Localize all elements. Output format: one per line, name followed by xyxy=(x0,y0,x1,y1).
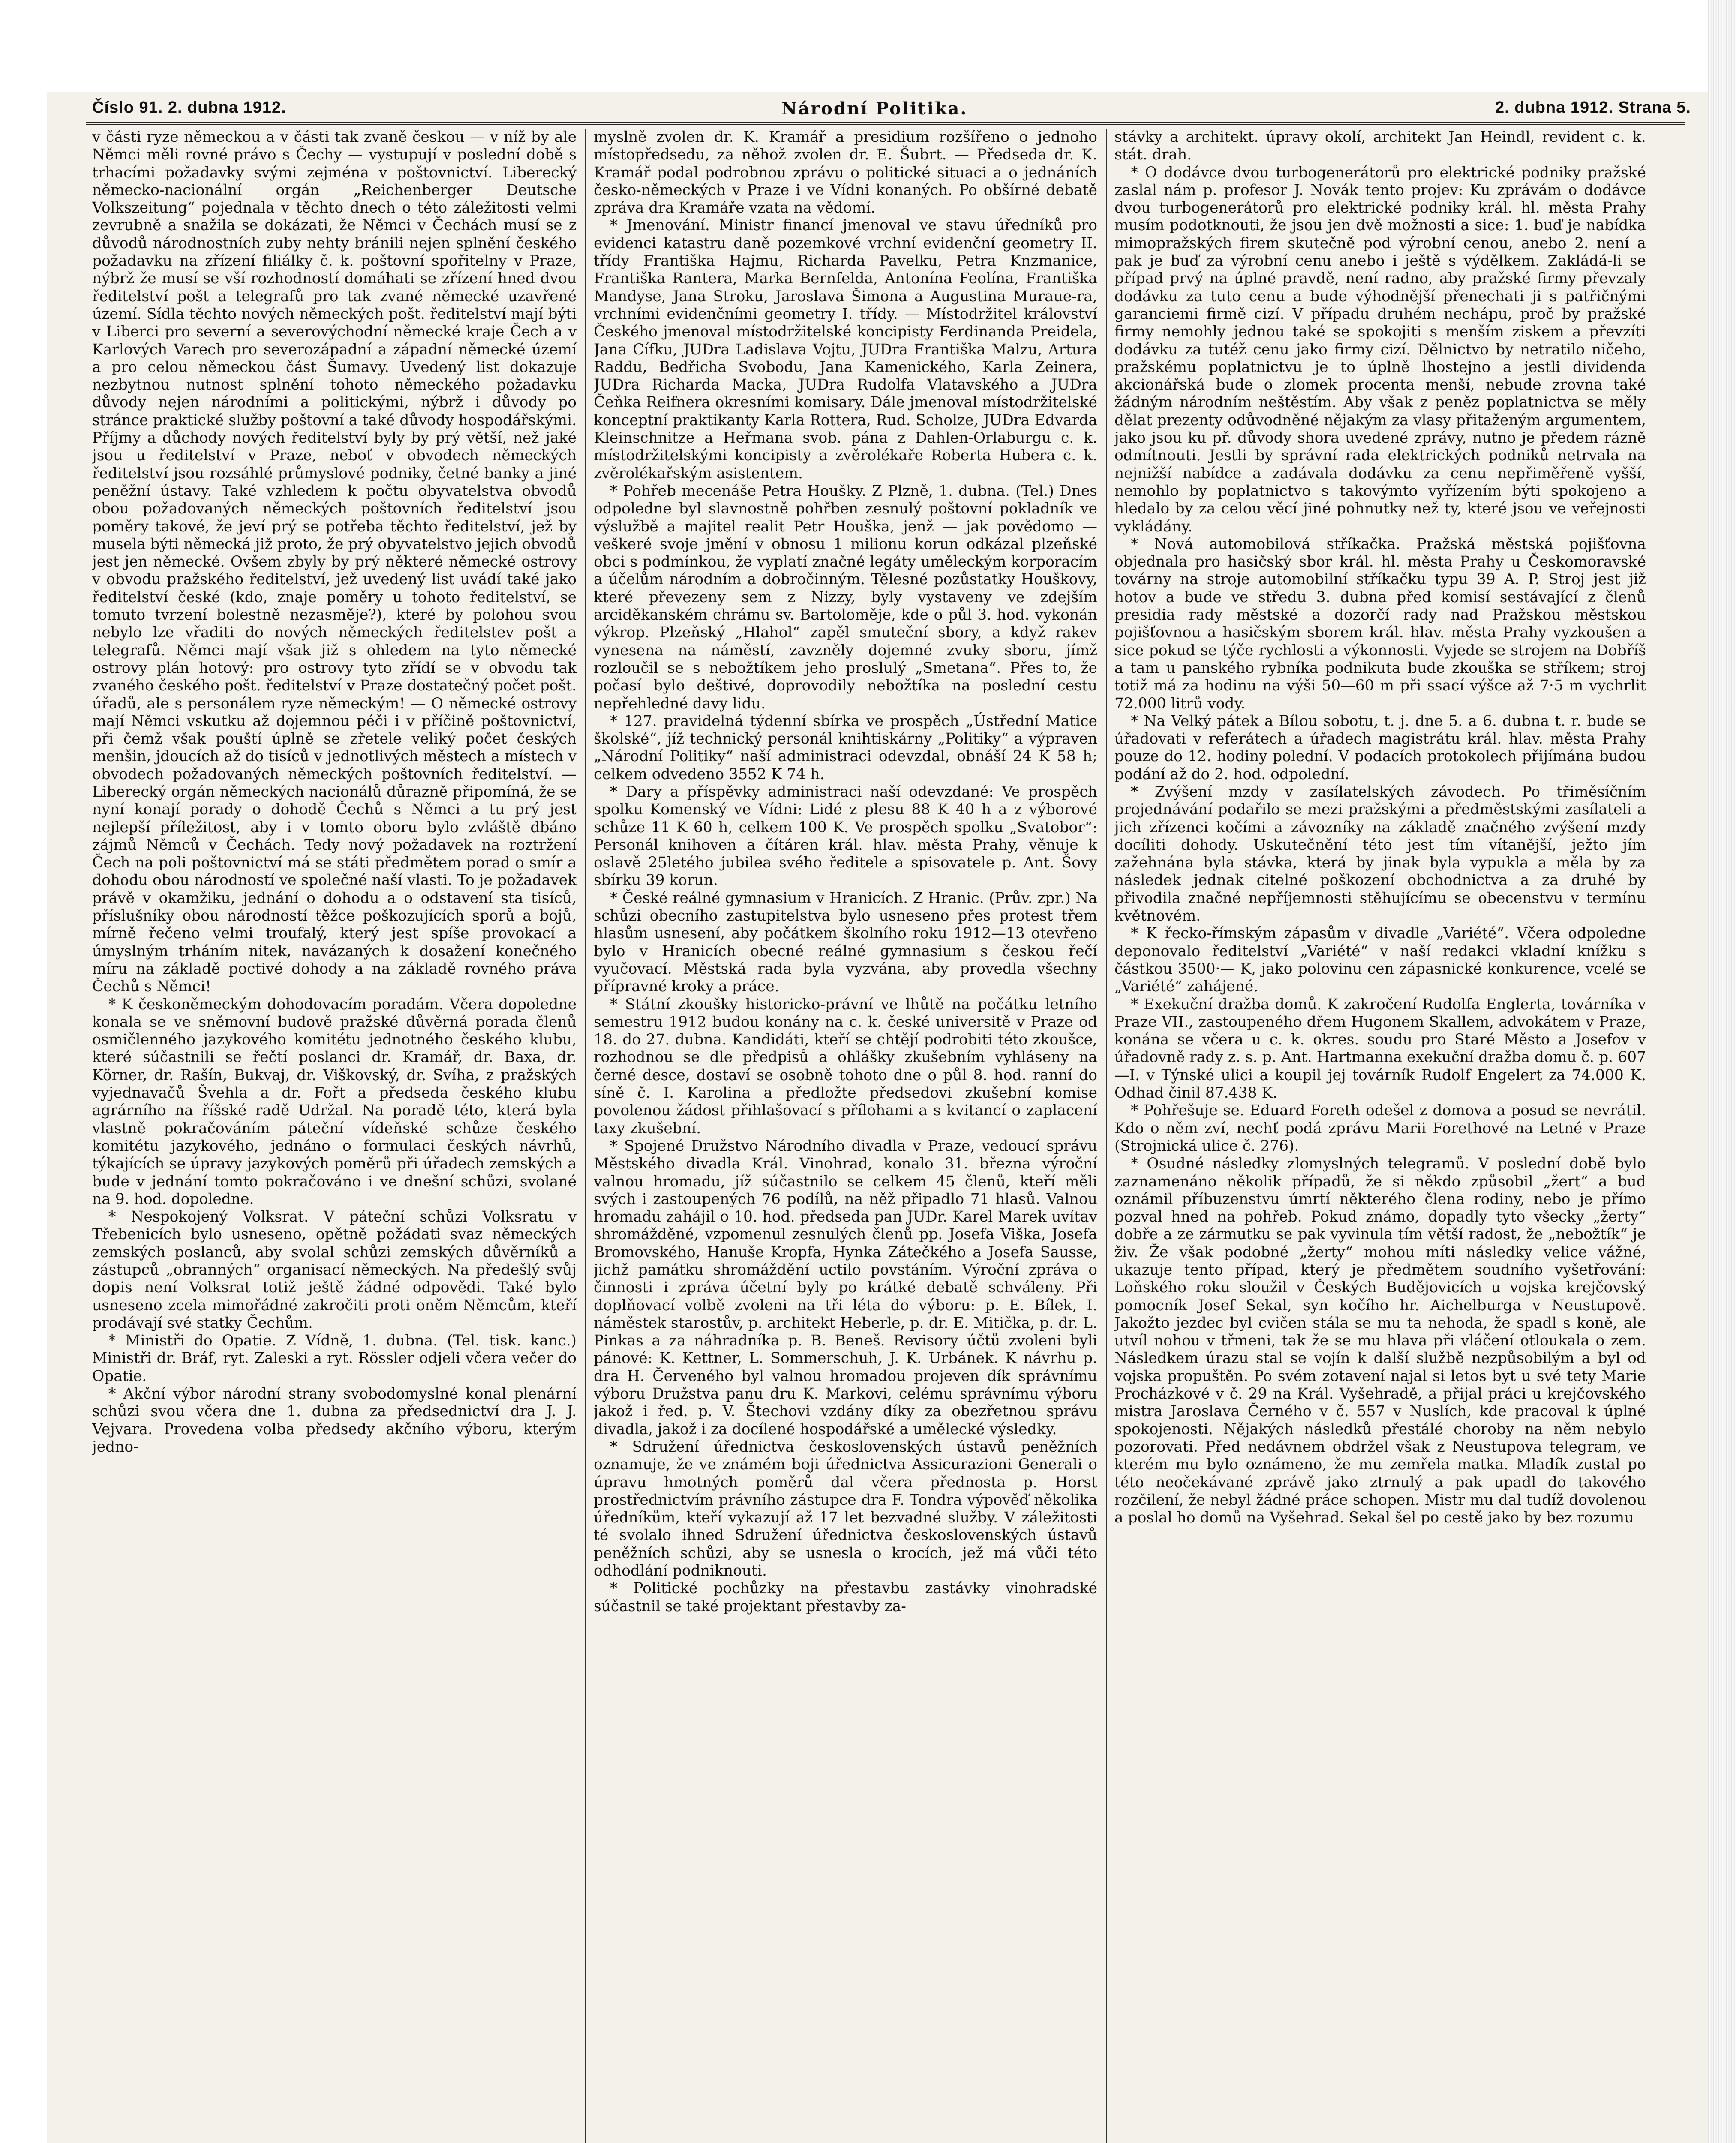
article-paragraph: * Pohřeb mecenáše Petra Houšky. Z Plzně, 1. dubna. (Tel.) Dnes odpoledne byl slavnostně pohřben zesnulý poštovní pokladník ve výslužbě a majitel realit Petr Houška, jenž — jak povědomo — veškeré svoje jmění v obnosu 1 milionu korun odkázal plzeňské obci s podmínkou, že vyplatí značné legáty uměleckým korporacím a účelům národním a dobročinným. Tělesné pozůstatky Houškovy, které převezeny sem z Nizzy, byly vystaveny ve zdejším arciděkanském chrámu sv. Bartoloměje, kde o půl 3. hod. vykonán výkrop. Plzeňský „Hlahol“ zapěl smuteční sbory, a když rakev vynesena na náměstí, zavzněly dojemné zvuky sboru, jímž rozloučil se s nebožtíkem jeho proslulý „Smetana“. Přes to, že počasí bylo deštivé, doprovodily nebožtíka na poslední cestu nepřehledné davy lidu. xyxy=(594,482,1097,712)
article-paragraph: * Politické pochůzky na přestavbu zastávky vinohradské súčastnil se také projektant přestavby za- xyxy=(594,1580,1097,1615)
article-paragraph: * České reálné gymnasium v Hranicích. Z Hranic. (Prův. zpr.) Na schůzi obecního zastupitelstva bylo usneseno přes protest třem hlasům usnesení, aby počátkem školního roku 1912—13 otevřeno bylo v Hranicích obecné reálné gymnasium s českou řečí vyučovací. Městská rada byla vyzvána, aby provedla všechny přípravné kroky a práce. xyxy=(594,889,1097,996)
article-paragraph: * K řecko-římským zápasům v divadle „Variété“. Včera odpoledne deponovalo ředitelství „Variété“ v naší redakci vkladní knížku s částkou 3500·— K, jako polovinu cen zápasnické konkurence, vcelé se „Variété“ zahájené. xyxy=(1114,925,1646,996)
issue-number-date: Číslo 91. 2. dubna 1912. xyxy=(92,99,286,117)
date-page-number: 2. dubna 1912. Strana 5. xyxy=(1495,99,1691,117)
article-paragraph: stávky a architekt. úpravy okolí, architekt Jan Heindl, revident c. k. stát. drah. xyxy=(1114,129,1646,164)
article-paragraph: * Jmenování. Ministr financí jmenoval ve stavu úředníků pro evidenci katastru daně pozemkové vrchní evidenční geometry II. třídy Františka Hajmu, Richarda Pavelku, Petra Knzmanice, Františka Rantera, Marka Bernfelda, Antonína Feolína, Františka Mandyse, Jana Stroku, Jaroslava Šimona a Augustina Muraue-ra, vrchními evidenčními geometry I. třídy. — Místodržitel království Českého jmenoval místodržitelské koncipisty Ferdinanda Preidela, Jana Cífku, JUDra Ladislava Vojtu, JUDra Františka Malzu, Artura Raddu, Bedřicha Svobodu, Jana Kamenického, Karla Zeinera, JUDra Richarda Macka, JUDra Rudolfa Vlatavského a JUDra Čeňka Reifnera okresními komisary. Dále jmenoval místodržitelské konceptní praktikanty Karla Rottera, Rud. Scholze, JUDra Edvarda Kleinschnitze a Heřmana svob. pána z Dahlen-Orlaburgu c. k. místodržitelskými koncipisty a zvěrolékaře Roberta Hubera c. k. zvěrolékařským asistentem. xyxy=(594,217,1097,482)
article-paragraph: myslně zvolen dr. K. Kramář a presidium rozšířeno o jednoho místopředsedu, za něhož zvolen dr. E. Šubrt. — Předseda dr. K. Kramář podal podrobnou zprávu o politické situaci a o jednáních česko-německých v Praze i ve Vídni konaných. Po obšírné debatě zpráva dra Kramáře vzata na vědomí. xyxy=(594,129,1097,217)
article-paragraph: * Zvýšení mzdy v zasílatelských závodech. Po třiměsíčním projednávání podařilo se mezi pražskými a předměstskými zasílateli a jich zřízenci kočími a závozníky na základě značného zvýšení mzdy docíliti dohody. Uskutečnění této jest tím vítanější, ježto jím zažehnána byla stávka, která by jinak byla vypukla a měla by za následek jednak citelné poškození obchodnictva a za druhé by přivodila značné nepříjemnosti stěhujícímu se obecenstvu v termínu květnovém. xyxy=(1114,783,1646,925)
article-paragraph: * Ministři do Opatie. Z Vídně, 1. dubna. (Tel. tisk. kanc.) Ministři dr. Bráf, ryt. Zaleski a ryt. Rössler odjeli včera večer do Opatie. xyxy=(92,1332,577,1385)
article-paragraph: * Pohřešuje se. Eduard Foreth odešel z domova a posud se nevrátil. Kdo o něm zví, nechť podá zprávu Marii Forethové na Letné v Praze (Strojnická ulice č. 276). xyxy=(1114,1102,1646,1155)
column-1 xyxy=(92,129,577,2143)
article-paragraph: * Nespokojený Volksrat. V páteční schůzi Volksratu v Třebenicích bylo usneseno, opětně požádati svaz německých zemských poslanců, aby svolal schůzi zemských důvěrníků a zástupců „obranných“ organisací německých. Na předešlý svůj dopis není Volksrat totiž ještě žádné odpovědi. Také bylo usneseno zcela mimořádné zakročiti proti oněm Němcům, kteří prodávají své statky Čechům. xyxy=(92,1208,577,1332)
newspaper-title: Národní Politika. xyxy=(781,99,968,119)
scan-edge xyxy=(1708,0,1736,2143)
article-paragraph: * O dodávce dvou turbogenerátorů pro elektrické podniky pražské zaslal nám p. profesor J. Novák tento projev: Ku zprávám o dodávce dvou turbogenerátorů pro elektrické podniky král. hl. města Prahy musím podotknouti, že jsou jen dvě možnosti a sice: 1. buď je nabídka mimopražských firem skutečně pod výrobní cenou, anebo 2. není a pak je buď za výrobní cenu anebo i ještě s výdělkem. Zakládá-li se případ prvý na úplné pravdě, není radno, aby pražské firmy převzaly dodávku za tuto cenu a bude výhodnější přenechati ji s patřičnými garanciemi firmě cizí. V případu druhém nechápu, proč by pražské firmy nemohly jednou také se spokojiti s menším ziskem a převzíti dodávku za tutéž cenu jako firmy cizí. Dělnictvo by netratilo ničeho, pražskému poplatnictvu je to úplně lhostejno a jestli dividenda akcionářská bude o zlomek procenta menší, nebude zrovna také žádným národním neštěstím. Aby však z peněz poplatnictva se měly dělat prezenty odůvodněné nějakým za vlasy přitaženým argumentem, jako jsou ku př. důvody shora uvedené zprávy, nutno je předem rázně odmítnouti. Jestli by správní rada elektrických podniků netrvala na nejnižší nabídce a zadávala dodávku za cenu nepřiměřeně vyšší, nemohlo by poplatnictvo s takovýmto vyřízením býti spokojeno a hledalo by za celou věcí jiné pohnutky než ty, které jsou ve veřejnosti vykládány. xyxy=(1114,164,1646,535)
article-paragraph: v části ryze německou a v části tak zvaně českou — v níž by ale Němci měli rovné právo s Čechy — vystupují v poslední době s trhacími požadavky svými zejména v poštovnictví. Liberecký německo-nacionální orgán „Reichenberger Deutsche Volkszeitung“ pojednala v těchto dnech o této záležitosti velmi zevrubně a snažila se dokázati, že Němci v Čechách musí se z důvodů národnostních zuby nehty bránili nejen splnění českého požadavku na zřízení filiálky č. k. poštovní spořitelny v Praze, nýbrž že musí se vší rozhodností domáhati se zřízení hned dvou ředitelství pošt a telegrafů pro tak zvané německé uzavřené území. Sídla těchto nových německých pošt. ředitelství mají býti v Liberci pro severní a severovýchodní německé kraje Čech a v Karlových Varech pro severozápadní a západní německé území a pro celou německou část Šumavy. Uvedený list dokazuje nezbytnou nutnost splnění tohoto německého požadavku důvody nejen národními a politickými, nýbrž i důvody po stránce praktické služby poštovní a také důvody hospodářskými. Příjmy a důchody nových ředitelství byly by prý větší, než jaké jsou u ředitelství v Praze, neboť v obvodech německých ředitelství jsou rozsáhlé průmyslové podniky, četné banky a jiné peněžní ústavy. Také vzhledem k počtu obyvatelstva obvodů obou požadovaných německých poštovních ředitelství jsou poměry takové, že jeví prý se potřeba těchto ředitelství, jež by musela býti německá již proto, že prý obyvatelstvo jejich obvodů jest jen německé. Ovšem zbyly by prý některé německé ostrovy v obvodu pražského ředitelství, jež uvedený list uvádí také jako ředitelství české (kdo, znaje poměry u tohoto ředitelství, se tomuto tvrzení bolestně nezasměje?), které by polohou svou nebylo lze vřaditi do nových německých ředitelstev pošt a telegrafů. Němci mají však již s ohledem na tyto německé ostrovy plán hotový: pro ostrovy tyto zřídí se v obvodu tak zvaného českého pošt. ředitelství v Praze dostatečný počet pošt. úřadů, ale s personálem ryze německým! — O německé ostrovy mají Němci vskutku až dojemnou péči i v příčině poštovnictví, při čemž však pouští úplně se zřetele veliký počet českých menšin, jdoucích až do tisíců v jednotlivých městech a místech v obvodech požadovaných německých poštovních ředitelství. — Liberecký orgán německých nacionálů důrazně připomíná, že se nyní konají porady o dohodě Čechů s Němci a tu prý jest nejlepší příležitost, aby i v tomto oboru bylo zvláště dbáno zájmů Němců v Čechách. Tedy nový požadavek na roztržení Čech na poli poštovnictví má se státi předmětem porad o smír a dohodu obou národností ve společné naší vlasti. To je požadavek právě v okamžiku, jednání o dohodu a o odstavení sta tisíců, příslušníky obou národností těžce poškozujících sporů a bojů, mírně řečeno velmi troufalý, který jest spíše provokací a úmyslným trháním nitek, navázaných k dosažení konečného míru na základě poctivé dohody a na základě rovného práva Čechů s Němci! xyxy=(92,129,577,996)
column-rule-2 xyxy=(1106,129,1107,2143)
article-paragraph: * Exekuční dražba domů. K zakročení Rudolfa Englerta, továrníka v Praze VII., zastoupeného dřem Hugonem Skallem, advokátem v Praze, konána se včera u c. k. okres. soudu pro Staré Město a Josefov v úřadovně rady z. s. p. Ant. Hartmanna exekuční dražba domu č. p. 607—I. v Týnské ulici a koupil jej továrník Rudolf Engelert za 74.000 K. Odhad činil 87.438 K. xyxy=(1114,996,1646,1102)
article-paragraph: * Na Velký pátek a Bílou sobotu, t. j. dne 5. a 6. dubna t. r. bude se úřadovati v referátech a úřadech magistrátu král. hlav. města Prahy pouze do 12. hodiny polední. V podacích protokolech přijímána budou podání až do 2. hod. odpolední. xyxy=(1114,712,1646,783)
article-paragraph: * K českoněmeckým dohodovacím poradám. Včera dopoledne konala se ve sněmovní budově pražské důvěrná porada členů osmičlenného jazykového komitétu jednotného českého klubu, které súčastnili se řečtí poslanci dr. Kramář, dr. Baxa, dr. Körner, dr. Rašín, Bukvaj, dr. Viškovský, dr. Svíha, z pražských vyjednavačů Švehla a dr. Fořt a předseda českého klubu agrárního na říšské radě Udržal. Na poradě této, která byla vlastně pokračováním páteční vídeňské schůze českého komitétu jazykového, jednáno o formulaci českých návrhů, týkajících se úpravy jazykových poměrů při úřadech zemských a bude v jednání tomto pokračováno i ve dnešní schůzi, svolané na 9. hod. dopoledne. xyxy=(92,996,577,1208)
article-paragraph: * Spojené Družstvo Národního divadla v Praze, vedoucí správu Městského divadla Král. Vinohrad, konalo 31. března výroční valnou hromadu, jíž súčastnilo se celkem 45 členů, kteří měli svých i zastoupených 76 podílů, na něž připadlo 71 hlasů. Valnou hromadu zahájil o 10. hod. předseda pan JUDr. Karel Marek uvítav shromážděné, vzpomenul zesnulých členů pp. Josefa Viška, Josefa Bromovského, Hanuše Kropfa, Hynka Zátečkého a Josefa Sausse, jichž památku shromáždění uctilo povstáním. Výroční zpráva o činnosti i zpráva účetní byly po krátké debatě schváleny. Při doplňovací volbě zvoleni na tři léta do výboru: p. E. Bílek, I. náměstek starostův, p. architekt Heberle, p. dr. E. Mitička, p. dr. L. Pinkas a za náhradníka p. B. Beneš. Revisory účtů zvoleni byli pánové: K. Kettner, L. Sommerschuh, J. K. Urbánek. K návrhu p. dra H. Červeného byl valnou hromadou projeven dík správnímu výboru Družstva panu dru K. Markovi, celému správnímu výboru jakož i řed. p. V. Štechovi vzdány díky za obezřetnou správu divadla, jakož i za docílené hospodářské a umělecké výsledky. xyxy=(594,1137,1097,1438)
article-paragraph: * 127. pravidelná týdenní sbírka ve prospěch „Ústřední Matice školské“, jíž technický personál knihtiskárny „Politiky“ a výpraven „Národní Politiky“ naší administraci odevzdal, obnáší 24 K 58 h; celkem odvedeno 3552 K 74 h. xyxy=(594,712,1097,783)
article-paragraph: * Státní zkoušky historicko-právní ve lhůtě na počátku letního semestru 1912 budou konány na c. k. české universitě v Praze od 18. do 27. dubna. Kandidáti, kteří se chtějí podrobiti této zkoušce, rozhodnou se dle předpisů a ohlášky zkušebním vyhláseny na černé desce, dostaví se osobně tohoto dne o půl 8. hod. ranní do síně č. I. Karolina a předložte předsedovi zkušební komise povolenou žádost přihlašovací s přílohami a s kvitancí o zaplacení taxy zkušební. xyxy=(594,996,1097,1137)
column-rule-1 xyxy=(585,129,586,2143)
article-paragraph: * Dary a příspěvky administraci naší odevzdané: Ve prospěch spolku Komenský ve Vídni: Lidé z plesu 88 K 40 h a z výborové schůze 11 K 60 h, celkem 100 K. Ve prospěch spolku „Svatobor“: Personál knihoven a čítáren král. hlav. města Prahy, věnuje k oslavě 25letého jubilea svého ředitele a spisovatele p. Ant. Šovy sbírku 39 korun. xyxy=(594,783,1097,889)
header-rule xyxy=(86,122,1685,125)
article-paragraph: * Akční výbor národní strany svobodomyslné konal plenární schůzi svou včera dne 1. dubna za předsednictví dra J. J. Vejvara. Provedena volba předsedy akčního výboru, kterým jedno- xyxy=(92,1385,577,1456)
column-3 xyxy=(1114,129,1646,2143)
article-paragraph: * Sdružení úřednictva československých ústavů peněžních oznamuje, že ve známém boji úřednictva Assicurazioni Generali o úpravu hmotných poměrů dal včera přednosta p. Horst prostřednictvím právního zástupce dra F. Tondra výpověď několika úředníkům, kteří vykazují až 17 let bezvadné služby. V záležitosti té svolalo ihned Sdružení úřednictva československých ústavů peněžních schůzi, aby se usnesla o krocích, jež má vůči této odhodlání podniknouti. xyxy=(594,1438,1097,1580)
article-paragraph: * Nová automobilová stříkačka. Pražská městská pojišťovna objednala pro hasičský sbor král. hl. města Prahy u Českomoravské továrny na stroje automobilní stříkačku typu 39 A. P. Stroj jest již hotov a bude ve středu 3. dubna před komisí sestávající z členů presidia rady městské a dozorčí rady nad Pražskou městskou pojišťovnou a hasičským sborem král. hlav. města Prahy vyzkoušen a sice pokud se týče rychlosti a výkonnosti. Vyjede se strojem na Dobříš a tam u panského rybníka podnikuta bude zkouška se stříkem; stroj totiž má za hodinu na výši 50—60 m při ssací výšce až 7·5 m vychrlit 72.000 litrů vody. xyxy=(1114,535,1646,712)
article-paragraph: * Osudné následky zlomyslných telegramů. V poslední době bylo zaznamenáno několik případů, že si někdo způsobil „žert“ a buď oznámil příbuzenstvu úmrtí některého člena rodiny, nebo je přímo pozval hned na pohřeb. Pokud známo, dopadly tyto všecky „žerty“ dobře a ze zármutku se pak vyvinula tím větší radost, že „nebožtík“ je živ. Že však podobné „žerty“ mohou míti následky velice vážné, ukazuje tento případ, který je předmětem soudního vyšetřování: Loňského roku sloužil v Českých Budějovicích u vojska krejčovský pomocník Josef Sekal, syn kočího hr. Aichelburga v Neustupově. Jakožto jezdec byl cvičen stála se mu ta nehoda, že spadl s koně, ale utvíl nohou v třmeni, tak že se mu hlava při vláčení otloukala o zem. Následkem úrazu stal se vojín k další službě nezpůsobilým a byl od vojska propuštěn. Po svém zotavení najal si letos byt u své tety Marie Procházkové v č. 29 na Král. Vyšehradě, a přijal práci u krejčovského mistra Jaroslava Černého v č. 557 v Nuslích, kde pracoval k úplné spokojenosti. Nějakých následků přestálé choroby na něm nebylo pozorovati. Před nedávnem obdržel však z Neustupova telegram, ve kterém mu bylo oznámeno, že mu zemřela matka. Mladík zustal po této neočekávané zprávě jako ztrnulý a pak upadl do takového rozčilení, že nebyl žádné práce schopen. Mistr mu dal tudíž dovolenou a poslal ho domů na Vyšehrad. Sekal šel po cestě jako by bez rozumu xyxy=(1114,1155,1646,1527)
column-2 xyxy=(594,129,1097,2143)
